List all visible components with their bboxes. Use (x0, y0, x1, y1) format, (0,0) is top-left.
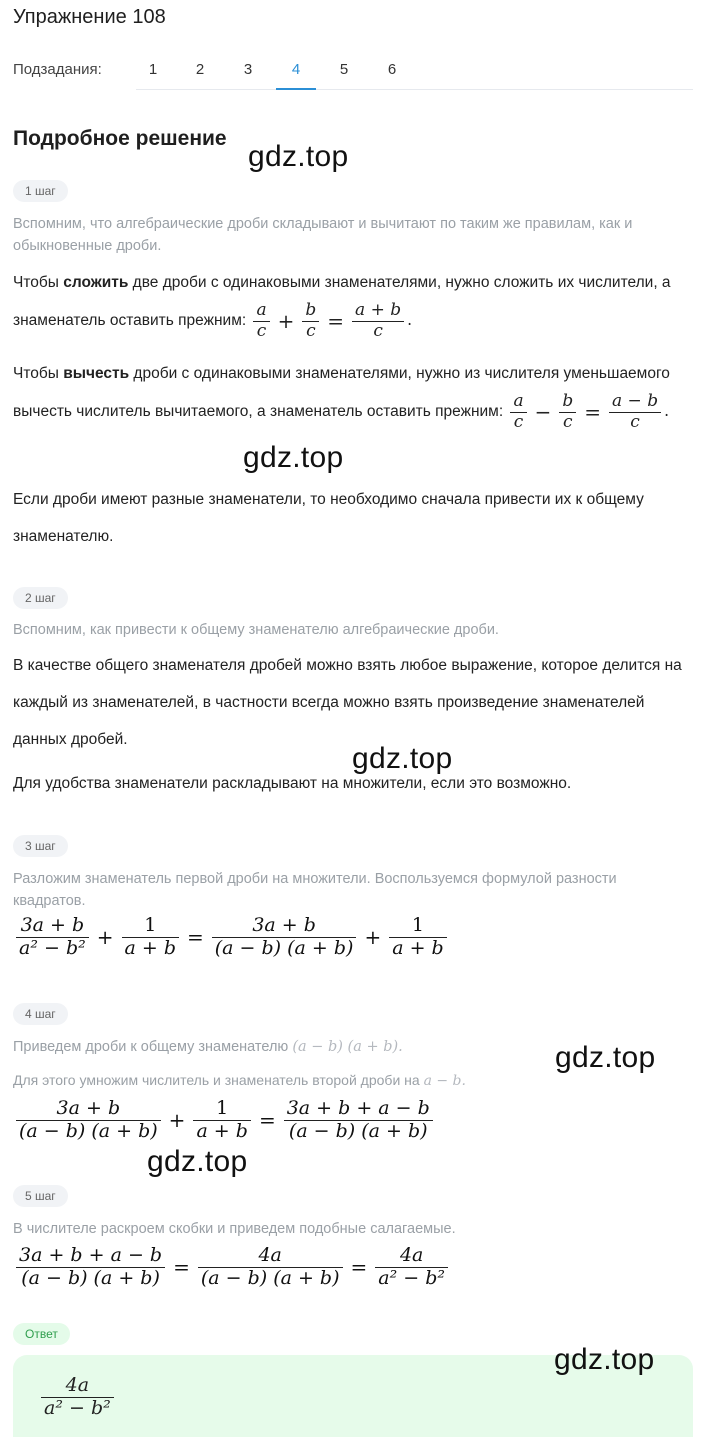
subtasks-label: Подзадания: (13, 61, 102, 78)
subtasks-bar (13, 57, 693, 91)
tab-subtask-1[interactable]: 1 (148, 61, 158, 78)
tab-subtask-4[interactable]: 4 (276, 61, 316, 78)
step-3-hint: Разложим знаменатель первой дроби на множители. Воспользуемся формулой разности квадратов. (13, 871, 617, 909)
watermark-5: gdz.top (147, 1145, 248, 1178)
frac-3a-b-over-a2-b2: $\frac{3a + b}{\text{a² − b²}}$ (16, 915, 89, 960)
frac-3a-b-over-prod: $\frac{3a + b}{(a - b) (a + b)}$ (212, 915, 357, 960)
step-2-text: В качестве общего знаменателя дробей можно взять любое выражение, которое делится на каждый из знаменателей, в частности всегда можно взять произведение знаменателей данных дробей. (13, 657, 682, 748)
step-5-equation: $\frac{3a + b + a - b}{(a - b) (a + b)}$ = $\frac{4a}{(a - b) (a + b)}$ = $\frac{4a}{\text{a² − b²}}$ (13, 1245, 451, 1290)
frac-b-over-c: $\frac{b}{c}$ (302, 301, 319, 341)
step-badge-1: 1 шаг (13, 180, 68, 202)
step-badge-3: 3 шаг (13, 835, 68, 857)
step-4-hint-2: Для этого умножим числитель и знаменатель второй дроби на a − b. (13, 1072, 466, 1089)
frac-4a-over-prod: $\frac{4a}{(a - b) (a + b)}$ (198, 1245, 343, 1290)
step-4-common-denominator: (a − b) (a + b). (292, 1039, 403, 1055)
frac-1-over-a-plus-b-3: $\frac{1}{a + b}$ (193, 1098, 251, 1143)
answer-equation (38, 1375, 117, 1420)
step-1-sub-rule: Чтобы вычесть дроби с одинаковыми знаменателями, нужно из числителя уменьшаемого вычесть числитель вычитаемого, а знаменатель оставить прежним: $\frac{a}{c}$ − $\frac{b}{c}$ = $\frac{a - b}{c}$ . (13, 365, 670, 432)
tab-subtask-5[interactable]: 5 (339, 61, 349, 78)
step-1-different-denominators: Если дроби имеют разные знаменатели, то необходимо сначала привести их к общему знаменателю. (13, 491, 644, 545)
step-1-sub-rule-pre: Чтобы (13, 365, 64, 382)
step-3-equation: $\frac{3a + b}{\text{a² − b²}}$ + $\frac{1}{a + b}$ = $\frac{3a + b}{(a - b) (a + b)}$ + $\frac{1}{a + b}$ (13, 915, 450, 960)
frac-4a-over-a2-b2: $\frac{4a}{\text{a² − b²}}$ (375, 1245, 448, 1290)
step-2-hint: Вспомним, как привести к общему знаменателю алгебраические дроби. (13, 622, 499, 638)
frac-sum-over-prod-2: $\frac{3a + b + a - b}{(a - b) (a + b)}$ (16, 1245, 165, 1290)
step-1-sub-rule-post: дроби с одинаковыми знаменателями, нужно из числителя уменьшаемого вычесть числитель вычитаемого, а знаменатель оставить прежним: (13, 365, 670, 421)
step-1-add-rule-pre: Чтобы (13, 274, 64, 291)
step-1-add-rule-post: две дроби с одинаковыми знаменателями, нужно сложить их числители, а знаменатель оставить прежним: (13, 274, 671, 330)
step-1-add-rule-bold: сложить (63, 274, 129, 291)
tab-subtask-2[interactable]: 2 (195, 61, 205, 78)
frac-sum-over-c: $\frac{a + b}{c}$ (352, 301, 404, 341)
page-title: Упражнение 108 (13, 6, 166, 28)
frac-diff-over-c: $\frac{a - b}{c}$ (609, 392, 661, 432)
watermark-6: gdz.top (554, 1343, 655, 1376)
step-1-add-rule: Чтобы сложить две дроби с одинаковыми знаменателями, нужно сложить их числители, а знаменатель оставить прежним: $\frac{a}{c}$ + $\frac{b}{c}$ = $\frac{a + b}{c}$ . (13, 274, 671, 341)
step-2-factor-text: Для удобства знаменатели раскладывают на множители, если это возможно. (13, 775, 572, 792)
frac-answer: $\frac{4a}{\text{a² − b²}}$ (41, 1375, 114, 1420)
frac-a-over-c-2: $\frac{a}{c}$ (510, 392, 526, 432)
frac-sum-over-prod: $\frac{3a + b + a - b}{(a - b) (a + b)}$ (284, 1098, 433, 1143)
tab-subtask-3[interactable]: 3 (243, 61, 253, 78)
watermark-3: gdz.top (352, 742, 453, 775)
frac-1-over-a-plus-b-2: $\frac{1}{a + b}$ (389, 915, 447, 960)
step-4-multiplier: a − b. (423, 1073, 466, 1089)
tab-subtask-6[interactable]: 6 (387, 61, 397, 78)
step-4-equation: $\frac{3a + b}{(a - b) (a + b)}$ + $\frac{1}{a + b}$ = $\frac{3a + b + a - b}{(a - b) (a + b)}$ (13, 1098, 436, 1143)
step-badge-5: 5 шаг (13, 1185, 68, 1207)
step-badge-2: 2 шаг (13, 587, 68, 609)
watermark-2: gdz.top (243, 441, 344, 474)
frac-a-over-c: $\frac{a}{c}$ (253, 301, 269, 341)
frac-1-over-a-plus-b: $\frac{1}{a + b}$ (122, 915, 180, 960)
answer-badge: Ответ (13, 1323, 70, 1345)
watermark-1: gdz.top (248, 140, 349, 173)
watermark-4: gdz.top (555, 1041, 656, 1074)
subtasks-divider (136, 89, 693, 90)
step-1-hint: Вспомним, что алгебраические дроби складывают и вычитают по таким же правилам, как и обыкновенные дроби. (13, 216, 633, 254)
step-1-sub-rule-bold: вычесть (63, 365, 130, 382)
solution-heading: Подробное решение (13, 127, 227, 150)
frac-b-over-c-2: $\frac{b}{c}$ (559, 392, 576, 432)
step-5-hint: В числителе раскроем скобки и приведем подобные салагаемые. (13, 1221, 456, 1237)
frac-3a-b-over-prod-2: $\frac{3a + b}{(a - b) (a + b)}$ (16, 1098, 161, 1143)
step-badge-4: 4 шаг (13, 1003, 68, 1025)
step-4-hint-1: Приведем дроби к общему знаменателю (a − b) (a + b). (13, 1039, 403, 1055)
